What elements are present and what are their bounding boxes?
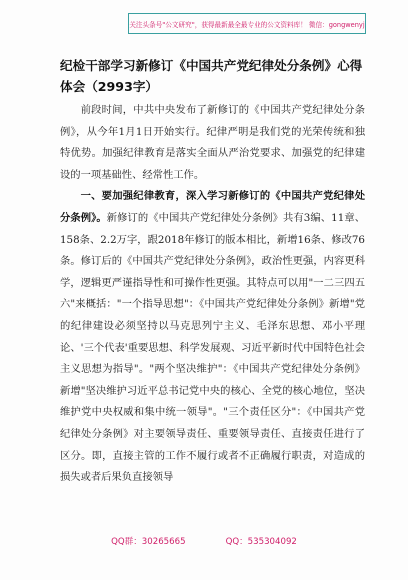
section-one-body: 新修订的《中国共产党纪律处分条例》共有3编、11章、158条、2.2万字，跟2018年修订的版本相比，新增16条、修改76条。修订后的《中国共产党纪律处分条例》，政治性更强，内容更科学，逻辑更严谨指导性和可操作性更强。其特点可以用"一二三四五六"来概括："一个指导思想"：《中国共产党纪律处分条例》新增"党的纪律建设必须坚持以马克思列宁主义、毛泽东思想、邓小平理论、'三个代表'重要思想、科学发展观、习近平新时代中国特色社会主义思想为指导"。"两个坚决维护"：《中国共产党纪律处分条例》新增"坚决维护习近平总书记党中央的核心、全党的核心地位，坚决维护党中央权威和集中统一领导"。"三个责任区分"：《中国共产党纪律处分条例》对主要领导责任、重要领导责任、直接责任进行了区分。即，直接主管的工作不履行或者不正确履行职责，对造成的损失或者后果负直接领导 [60, 211, 365, 484]
page-footer [0, 535, 408, 549]
paragraph-section-one [60, 186, 365, 488]
promo-banner-text: 关注头条号"公文研究"，获得最新最全最专业的公文资料库！ 微信：gongwenyj [129, 20, 365, 29]
document-title: 纪检干部学习新修订《中国共产党纪律处分条例》心得体会（2993字） [60, 58, 363, 94]
document-content [60, 55, 365, 489]
section-one-heading: 一、要加强纪律教育，深入学习新修订的《中国共产党纪律处分条例》。 [60, 190, 365, 224]
paragraph-intro: 前段时间，中共中央发布了新修订的《中国共产党纪律处分条例》，从今年1月1日开始实行。纪律严明是我们党的光荣传统和独特优势。加强纪律教育是落实全面从严治党要求、加强党的纪律建设的一项基础性、经常性工作。 [60, 104, 365, 181]
footer-qq-group: QQ群：30265665 [111, 537, 186, 547]
footer-qq: QQ：535304092 [225, 537, 297, 547]
promo-banner [128, 13, 366, 34]
